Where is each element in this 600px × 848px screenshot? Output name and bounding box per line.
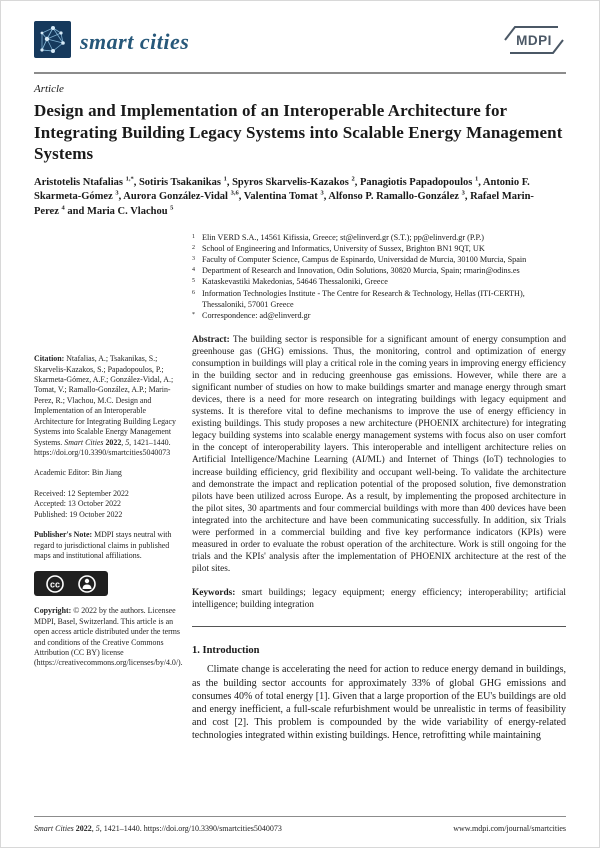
affiliation: 4 Department of Research and Innovation, Odin Solutions, 30820 Murcia, Spain; rmarin@odins.es [192, 266, 520, 276]
mdpi-logo[interactable] [502, 23, 566, 62]
author: Aurora González-Vidal $^{3,6}$, [123, 189, 244, 203]
published-date: Published: 19 October 2022 [34, 509, 123, 519]
footer-citation[interactable]: Smart Cities 2022, 5, 1421–1440. https://doi.org/10.3390/smartcities5040073 [34, 824, 282, 833]
section-heading-introduction: 1. Introduction [192, 645, 260, 657]
author: Rafael Marin-Perez $^4$ and [34, 191, 534, 217]
affiliation: 1 Elin VERD S.A., 14561 Kifissia, Greece; st@elinverd.gr (S.T.); pp@elinverd.gr (P.P.) [192, 233, 484, 243]
keywords-divider [192, 626, 566, 627]
author: Maria C. Vlachou $^5$ [86, 204, 174, 217]
affiliation: 6 Information Technologies Institute - The Centre for Research & Technology, Hellas (ITI-CERTH), Thessaloniki, 57001 Greece [192, 288, 525, 309]
affiliation: 5 Kataskevastiki Makedonias, 54646 Thessaloniki, Greece [192, 277, 388, 287]
author: Aristotelis Ntafalias $^{1,*}$, [34, 175, 139, 188]
academic-editor: Academic Editor: Bin Jiang [34, 468, 122, 478]
correspondence: * Correspondence: ad@elinverd.gr [192, 310, 311, 320]
smart-cities-logo-icon [34, 21, 71, 63]
author: Spyros Skarvelis-Kazakos $^2$, [232, 175, 361, 188]
main-column [180, 232, 566, 742]
affiliation: 2 School of Engineering and Informatics, University of Sussex, Brighton BN1 9QT, UK [192, 244, 485, 254]
history-dates [34, 489, 180, 520]
margin-column [34, 232, 183, 742]
paper-title: Design and Implementation of an Interoperable Architecture for Integrating Building Legacy Systems into Scalable Energy Management Systems [34, 101, 563, 164]
svg-text:cc: cc [50, 579, 61, 590]
header-divider [34, 72, 566, 74]
page-footer [34, 816, 566, 833]
cc-by-badge[interactable] [34, 571, 108, 596]
author: Alfonso P. Ramallo-González $^3$, [328, 189, 471, 203]
publishers-note: Publisher's Note: MDPI stays neutral with regard to jurisdictional claims in published maps and institutional affiliations. [34, 530, 172, 560]
by-person-icon [77, 574, 97, 594]
keywords: Keywords: smart buildings; legacy equipment; energy efficiency; interoperability; artificial intelligence; building integration [192, 588, 566, 611]
accepted-date: Accepted: 13 October 2022 [34, 499, 121, 509]
author: Antonio F. Skarmeta-Gómez $^3$, [34, 176, 530, 203]
cc-icon [45, 574, 65, 594]
copyright-block: Copyright: © 2022 by the authors. Licensee MDPI, Basel, Switzerland. This article is an open access article distributed under the terms and conditions of the Creative Commons Attribution (CC BY) license (https://creativecommons.org/licenses/by/4.0/). [34, 606, 183, 668]
received-date: Received: 12 September 2022 [34, 488, 129, 498]
author: Sotiris Tsakanikas $^1$, [138, 175, 233, 188]
svg-text:MDPI: MDPI [516, 32, 552, 48]
citation-block: Citation: Ntafalias, A.; Tsakanikas, S.; Skarvelis-Kazakos, S.; Papadopoulos, P.; Skarmeta-Gómez, A.F.; González-Vidal, A.; Tomat, V.; Ramallo-González, A.P.; Marin-Perez, R.; Vlachou, M.C. Design and Implementation of an Interoperable Architecture for Integrating Building Legacy Systems into Scalable Energy Management Systems. Smart Cities 2022, 5, 1421–1440. https://doi.org/10.3390/smartcities5040073 [34, 354, 176, 457]
author: Valentina Tomat $^3$, [243, 189, 329, 203]
journal-name: smart cities [80, 29, 190, 54]
journal-header [34, 1, 566, 63]
affiliation-list [192, 232, 566, 321]
footer-journal-url[interactable]: www.mdpi.com/journal/smartcities [453, 824, 566, 833]
introduction-paragraph: Climate change is accelerating the need for action to reduce energy demand in buildings, as the building sector accounts for approximately 33% of global GHG emissions and consumes 40% of total energy [1]. Given that a large proportion of the EU's buildings are old and energy inefficient, a full-scale refurbishment would be unrealistic in terms of feasibility and cost [2]. This problem is compounded by the wide variability of energy-related technologies integrated within existing buildings. Hence, retrofitting while maintaining [192, 664, 566, 742]
article-type-label: Article [34, 83, 64, 95]
author-list [34, 176, 554, 219]
journal-brand[interactable] [34, 21, 189, 63]
author: Panagiotis Papadopoulos $^1$, [360, 175, 483, 188]
affiliation: 3 Faculty of Computer Science, Campus de Espinardo, Universidad de Murcia, 30100 Murcia, Spain [192, 255, 527, 265]
abstract: Abstract: The building sector is responsible for a significant amount of energy consumption and greenhouse gas (GHG) emissions. Thus, the monitoring, control and optimization of energy consumption in buildings will play a critical role in the coming years in improving energy efficiency in the building sector and in reducing greenhouse gas emissions. However, while there are a significant number of studies on how to make buildings smarter and manage energy through smart devices, there is a need for more research on integrating buildings with legacy equipment and systems. It is therefore vital to define mechanisms to improve the use of energy efficiency in existing buildings. This study proposes a new architecture (PHOENIX architecture) for integrating legacy building systems into scalable energy management systems with focus also on user comfort in the concept of interoperability layers. This interoperable and intelligent architecture relies on Artificial Intelligence/Machine Learning (AI/ML) and Internet of Things (IoT) technologies to increase building efficiency, grid flexibility and occupant well-being. To validate the architecture and demonstrate the impact and replication potential of the proposed solution, five demonstration pilots have been utilized across Europe. As a result, by implementing the proposed architecture in the pilot sites, 30 apartments and four commercial buildings with more than 400 devices have been integrated into the architecture and have been communicating successfully. In addition, six Trials were performed in a commercial building and five key performance indicators (KPIs) were measured in order to evaluate the robust operation of the architecture. Work is still ongoing for the trials and the KPIs' analysis after the implementation of PHOENIX architecture at the rest of the pilot sites. [192, 334, 566, 575]
